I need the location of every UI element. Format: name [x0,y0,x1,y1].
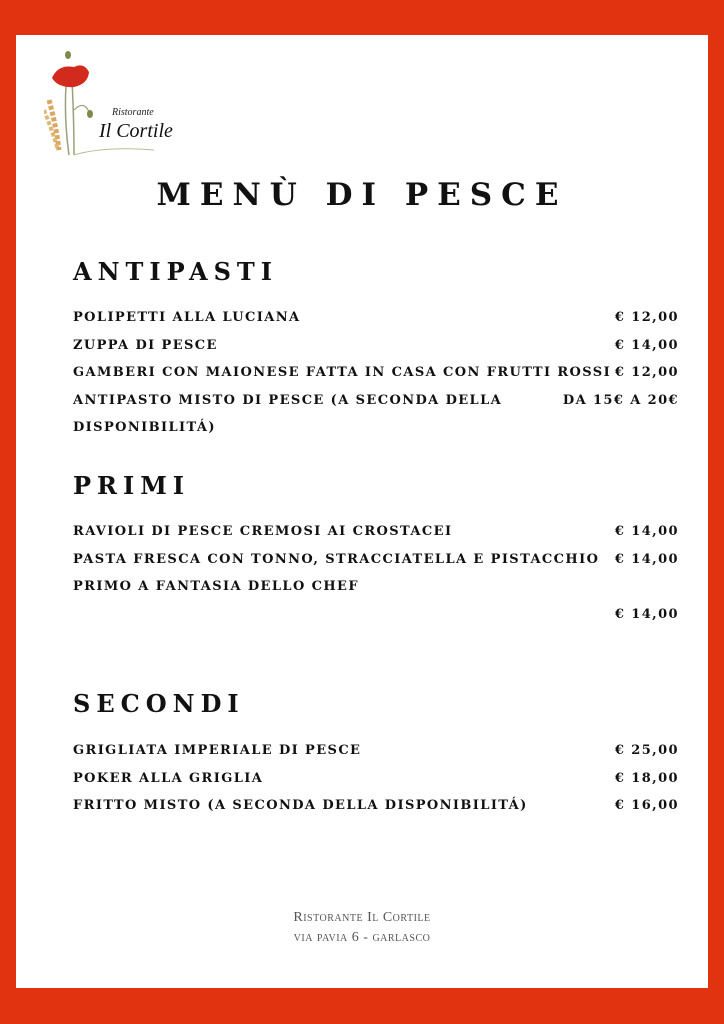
item-price: € 12,00 [614,310,679,325]
menu-item [73,573,679,601]
item-price: € 16,00 [614,798,679,813]
item-name: ANTIPASTO MISTO DI PESCE (A SECONDA DELLA [73,393,503,408]
item-price: € 14,00 [614,607,679,622]
item-price: € 14,00 [614,524,679,539]
page-title: MENÙ DI PESCE [156,177,568,213]
item-name: RAVIOLI DI PESCE CREMOSI AI CROSTACEI [73,524,453,539]
footer-street: via pavia 6 - garlasco [293,930,431,945]
item-name: GAMBERI CON MAIONESE FATTA IN CASA CON FRUTTI ROSSI [73,365,612,380]
section-heading-secondi: SECONDI [73,689,245,718]
logo-name: Il Cortile [99,120,173,142]
item-name: POKER ALLA GRIGLIA [73,771,264,786]
footer-name: Ristorante Il Cortile [293,910,431,925]
item-price: € 12,00 [614,365,679,380]
menu-item [73,601,679,629]
item-name: GRIGLIATA IMPERIALE DI PESCE [73,743,362,758]
restaurant-logo [44,50,194,160]
item-name: PASTA FRESCA CON TONNO, STRACCIATELLA E PISTACCHIO [73,552,600,567]
menu-item [73,304,679,332]
menu-item [73,518,679,546]
item-price: € 14,00 [614,338,679,353]
item-price: DA 15€ A 20€ [562,393,679,408]
item-name: POLIPETTI ALLA LUCIANA [73,310,301,325]
item-price: € 18,00 [614,771,679,786]
item-price: € 14,00 [614,552,679,567]
item-name: FRITTO MISTO (A SECONDA DELLA DISPONIBILITÁ) [73,798,528,813]
item-name: ZUPPA DI PESCE [73,338,218,353]
menu-item [73,737,679,765]
footer-address [16,908,708,948]
logo-subtitle: Ristorante [112,107,154,118]
menu-item [73,546,679,574]
menu-item [73,792,679,820]
item-name: DISPONIBILITÁ) [73,420,216,435]
poppy-wheat-icon [44,50,194,160]
section-heading-antipasti: ANTIPASTI [73,257,278,286]
menu-item [73,332,679,360]
menu-item [73,414,679,442]
menu-item [73,359,679,387]
section-heading-primi: PRIMI [73,471,191,500]
menu-item [73,387,679,415]
item-price: € 25,00 [614,743,679,758]
item-name: PRIMO A FANTASIA DELLO CHEF [73,579,359,594]
menu-page [16,35,708,988]
menu-item [73,765,679,793]
